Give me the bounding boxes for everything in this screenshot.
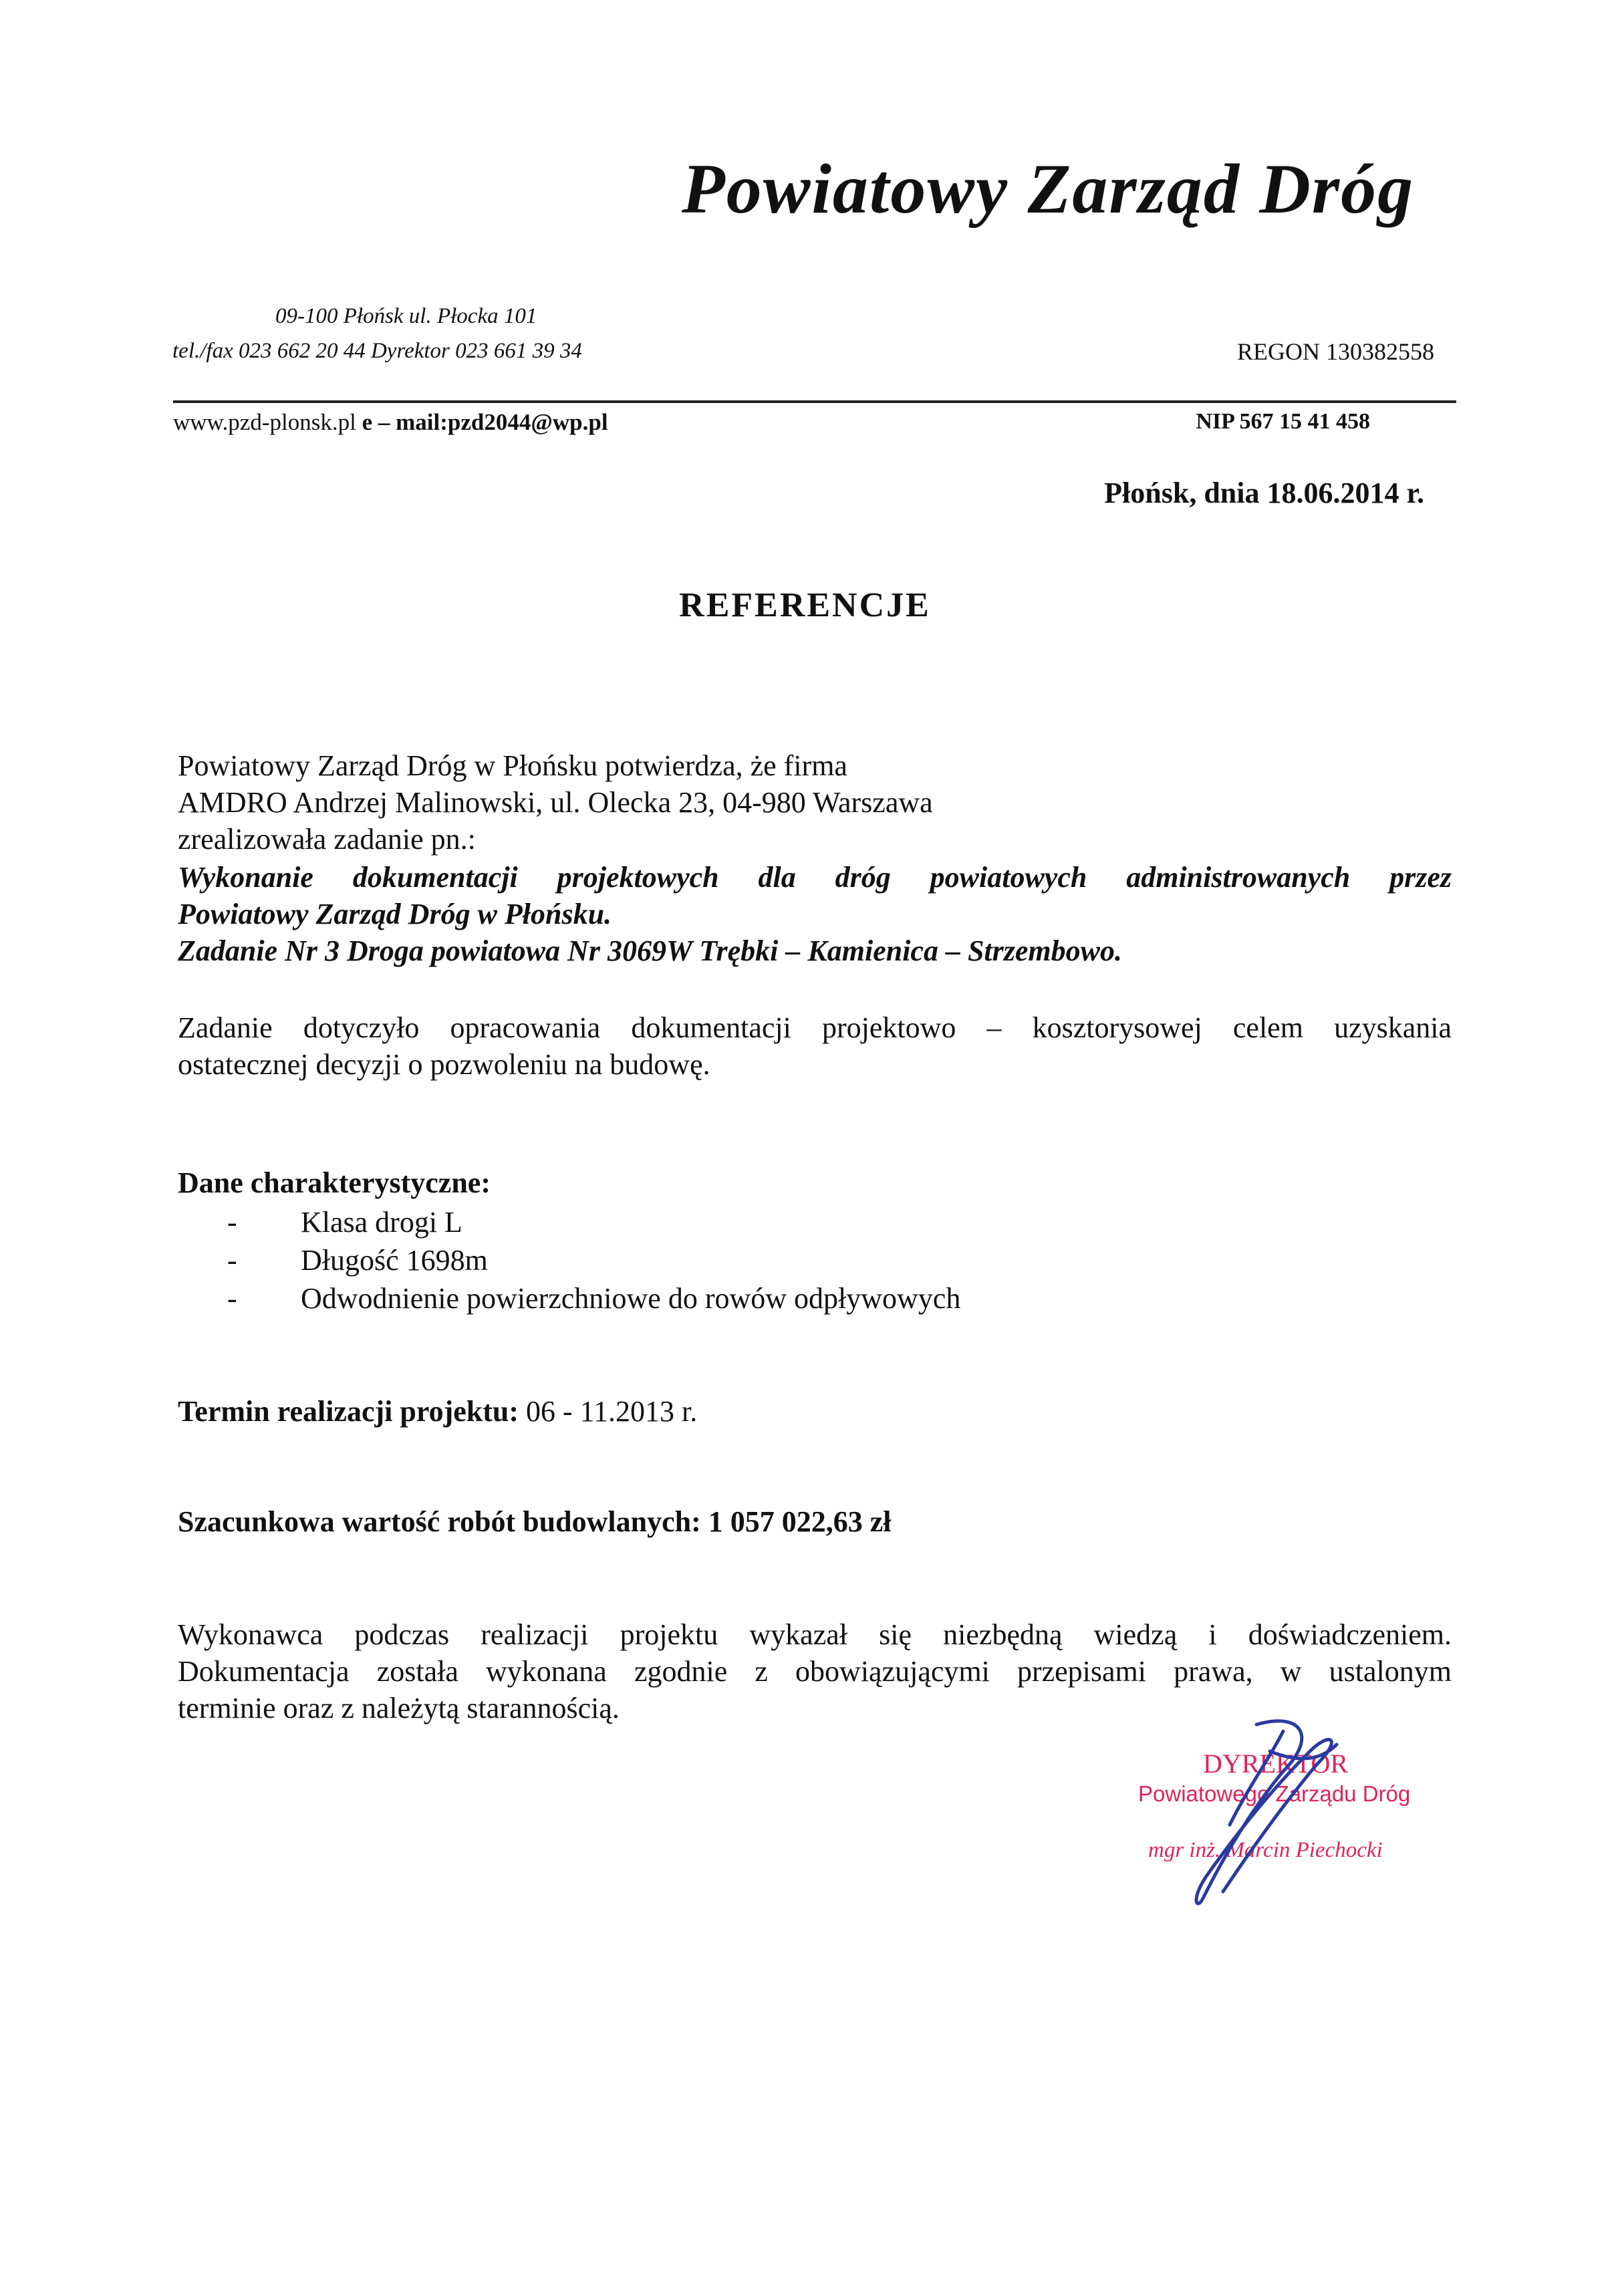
term-line [178, 1397, 697, 1426]
term-value: 06 - 11.2013 r. [519, 1395, 698, 1428]
term-label: Termin realizacji projektu: [178, 1395, 519, 1428]
stamp-signatory-name: mgr inż. Marcin Piechocki [1148, 1838, 1383, 1862]
list-item-text: Odwodnienie powierzchniowe do rowów odpływowych [301, 1282, 961, 1315]
closing-line-1: Wykonawca podczas realizacji projektu wykazał się niezbędną wiedzą i doświadczeniem. [178, 1618, 1452, 1651]
list-item [227, 1205, 1163, 1239]
website-link[interactable]: www.pzd-plonsk.pl [173, 409, 356, 435]
scope-line-2: ostatecznej decyzji o pozwoleniu na budowę. [178, 1048, 710, 1081]
address-line: 09-100 Płońsk ul. Płocka 101 [275, 304, 537, 328]
list-item [227, 1243, 1163, 1277]
list-item [227, 1281, 1163, 1315]
intro-line-3: zrealizowała zadanie pn.: [178, 823, 476, 856]
regon-number: REGON 130382558 [1237, 338, 1434, 365]
handwritten-signature [1150, 1711, 1390, 1912]
document-title: REFERENCJE [679, 586, 931, 624]
bullet-dash: - [227, 1282, 237, 1315]
closing-line-2: Dokumentacja została wykonana zgodnie z obowiązującymi przepisami prawa, w ustalonym [178, 1655, 1452, 1688]
list-item-text: Długość 1698m [301, 1244, 488, 1277]
phone-line: tel./fax 023 662 20 44 Dyrektor 023 661 39 34 [172, 339, 582, 363]
nip-number: NIP 567 15 41 458 [1196, 409, 1370, 434]
characteristics-heading: Dane charakterystyczne: [178, 1166, 491, 1199]
email-link[interactable]: pzd2044@wp.pl [447, 409, 608, 435]
intro-line-2: AMDRO Andrzej Malinowski, ul. Olecka 23, 04-980 Warszawa [178, 786, 933, 819]
bullet-dash: - [227, 1244, 237, 1277]
stamp-title: DYREKTOR [1203, 1749, 1349, 1779]
task-line-2: Powiatowy Zarząd Dróg w Płońsku. [178, 898, 612, 930]
header-divider [173, 400, 1456, 403]
stamp-organization: Powiatowego Zarządu Dróg [1138, 1781, 1411, 1806]
estimated-value: Szacunkowa wartość robót budowlanych: 1 057 022,63 zł [178, 1505, 892, 1538]
closing-line-3: terminie oraz z należytą starannością. [178, 1692, 620, 1725]
place-and-date: Płońsk, dnia 18.06.2014 r. [1104, 477, 1424, 509]
email-label: e – mail: [362, 409, 448, 435]
scope-line-1: Zadanie dotyczyło opracowania dokumentacji projektowo – kosztorysowej celem uzyskania [178, 1011, 1452, 1044]
list-item-text: Klasa drogi L [301, 1206, 462, 1239]
intro-line-1: Powiatowy Zarząd Dróg w Płońsku potwierdza, że firma [178, 749, 847, 782]
bullet-dash: - [227, 1206, 237, 1239]
organization-title: Powiatowy Zarząd Dróg [682, 150, 1415, 228]
task-line-1: Wykonanie dokumentacji projektowych dla dróg powiatowych administrowanych przez [178, 861, 1452, 894]
task-line-3: Zadanie Nr 3 Droga powiatowa Nr 3069W Trębki – Kamienica – Strzembowo. [178, 934, 1122, 967]
contact-line [173, 409, 608, 436]
